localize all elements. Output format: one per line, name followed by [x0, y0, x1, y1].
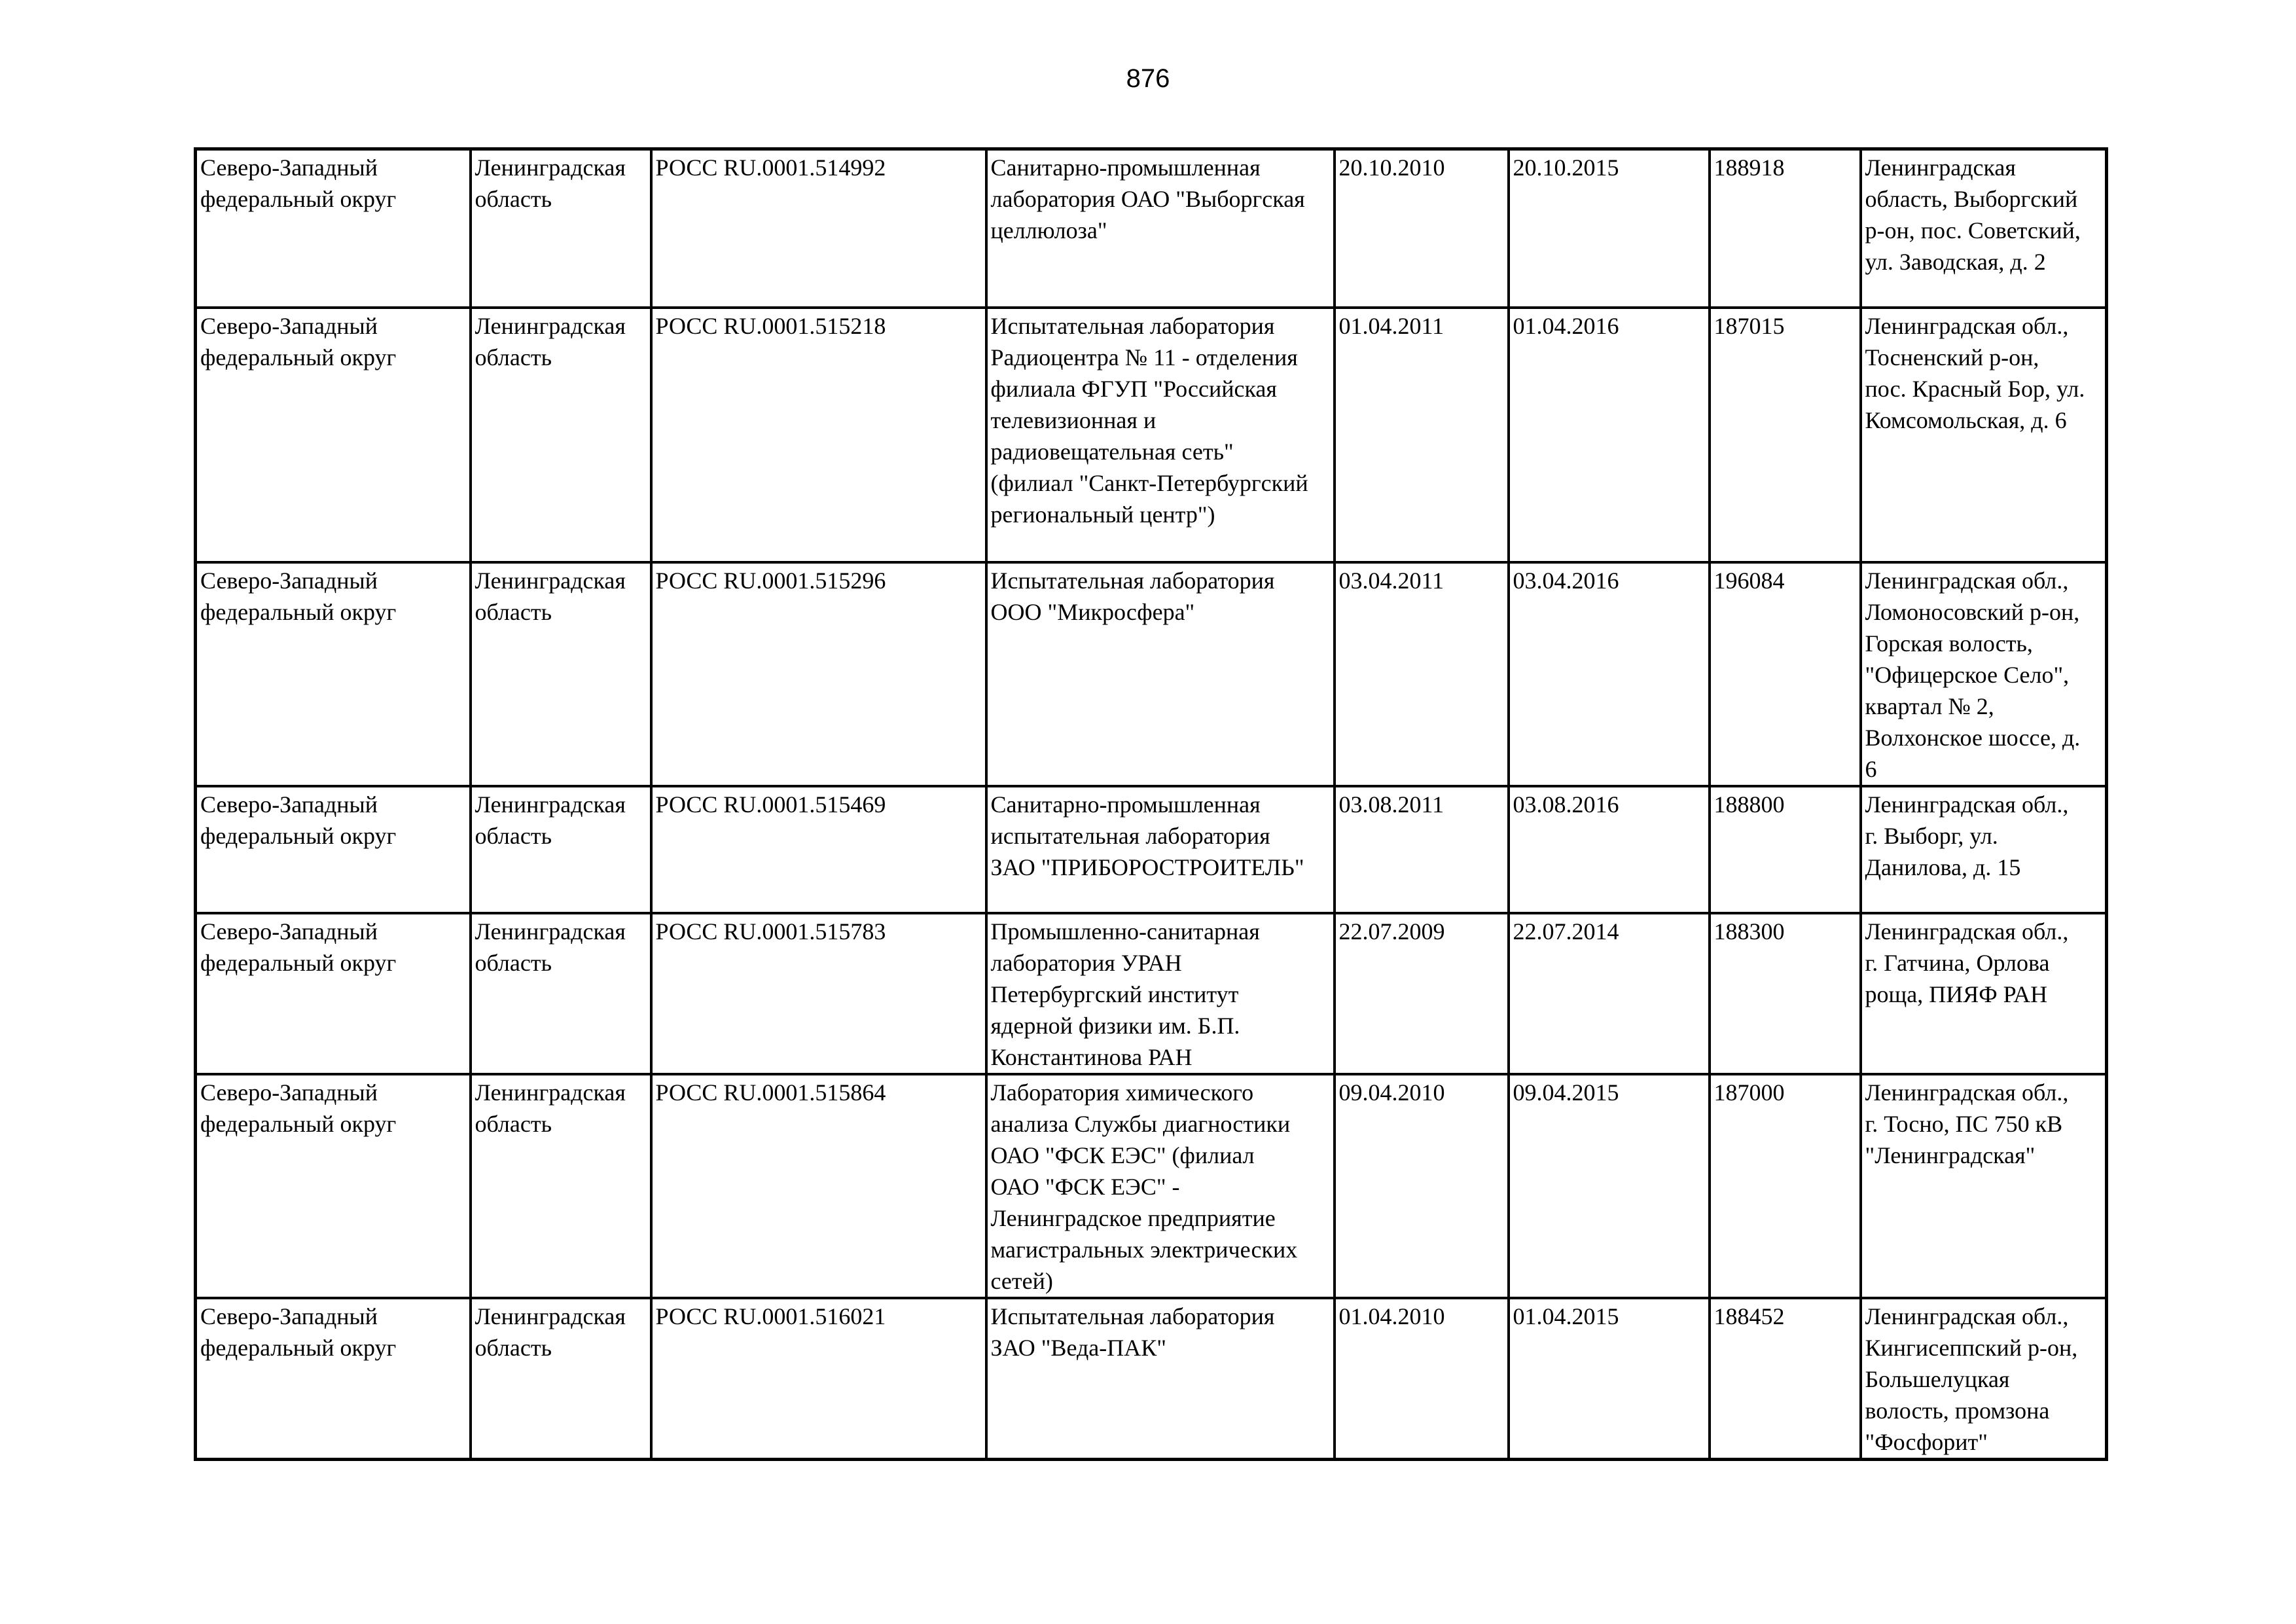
certificate-cell: РОСС RU.0001.515469: [651, 786, 986, 913]
date-from-cell: 03.08.2011: [1335, 786, 1509, 913]
district-cell: Северо-Западный федеральный округ: [196, 308, 471, 562]
certificate-cell: РОСС RU.0001.514992: [651, 149, 986, 308]
laboratory-cell: Испытательная лаборатория ООО "Микросфера": [986, 562, 1335, 786]
date-to-cell: 01.04.2016: [1509, 308, 1710, 562]
table-row: [196, 786, 2107, 913]
laboratory-registry-table: [194, 147, 2108, 1461]
address-cell: Ленинградская обл., Кингисеппский р-он, Большелуцкая волость, промзона "Фосфорит": [1861, 1298, 2107, 1460]
address-cell: Ленинградская обл., Ломоносовский р-он, Горская волость, "Офицерское Село", квартал № 2, Волхонское шоссе, д. 6: [1861, 562, 2107, 786]
region-cell: Ленинградская область: [471, 1298, 651, 1460]
laboratory-cell: Испытательная лаборатория Радиоцентра № 11 - отделения филиала ФГУП "Российская телевизионная и радиовещательная сеть" (филиал "Санкт-Петербургский региональный центр"): [986, 308, 1335, 562]
date-from-cell: 03.04.2011: [1335, 562, 1509, 786]
certificate-cell: РОСС RU.0001.515864: [651, 1074, 986, 1298]
district-cell: Северо-Западный федеральный округ: [196, 1298, 471, 1460]
postcode-cell: 196084: [1710, 562, 1861, 786]
certificate-cell: РОСС RU.0001.516021: [651, 1298, 986, 1460]
laboratory-cell: Лаборатория химического анализа Службы диагностики ОАО "ФСК ЕЭС" (филиал ОАО "ФСК ЕЭС" - Ленинградское предприятие магистральных электрических сетей): [986, 1074, 1335, 1298]
region-cell: Ленинградская область: [471, 562, 651, 786]
date-to-cell: 01.04.2015: [1509, 1298, 1710, 1460]
address-cell: Ленинградская область, Выборгский р-он, пос. Советский, ул. Заводская, д. 2: [1861, 149, 2107, 308]
region-cell: Ленинградская область: [471, 308, 651, 562]
date-to-cell: 22.07.2014: [1509, 913, 1710, 1074]
date-from-cell: 20.10.2010: [1335, 149, 1509, 308]
postcode-cell: 188452: [1710, 1298, 1861, 1460]
date-from-cell: 09.04.2010: [1335, 1074, 1509, 1298]
date-to-cell: 20.10.2015: [1509, 149, 1710, 308]
table-row: [196, 562, 2107, 786]
district-cell: Северо-Западный федеральный округ: [196, 562, 471, 786]
certificate-cell: РОСС RU.0001.515783: [651, 913, 986, 1074]
date-to-cell: 03.08.2016: [1509, 786, 1710, 913]
table-row: [196, 1298, 2107, 1460]
date-from-cell: 22.07.2009: [1335, 913, 1509, 1074]
date-from-cell: 01.04.2010: [1335, 1298, 1509, 1460]
certificate-cell: РОСС RU.0001.515218: [651, 308, 986, 562]
postcode-cell: 187015: [1710, 308, 1861, 562]
laboratory-cell: Промышленно-санитарная лаборатория УРАН Петербургский институт ядерной физики им. Б.П. Константинова РАН: [986, 913, 1335, 1074]
date-from-cell: 01.04.2011: [1335, 308, 1509, 562]
laboratory-cell: Испытательная лаборатория ЗАО "Веда-ПАК": [986, 1298, 1335, 1460]
region-cell: Ленинградская область: [471, 149, 651, 308]
date-to-cell: 03.04.2016: [1509, 562, 1710, 786]
date-to-cell: 09.04.2015: [1509, 1074, 1710, 1298]
district-cell: Северо-Западный федеральный округ: [196, 913, 471, 1074]
table-row: [196, 149, 2107, 308]
certificate-cell: РОСС RU.0001.515296: [651, 562, 986, 786]
address-cell: Ленинградская обл., г. Тосно, ПС 750 кВ "Ленинградская": [1861, 1074, 2107, 1298]
district-cell: Северо-Западный федеральный округ: [196, 149, 471, 308]
postcode-cell: 188800: [1710, 786, 1861, 913]
region-cell: Ленинградская область: [471, 913, 651, 1074]
region-cell: Ленинградская область: [471, 786, 651, 913]
table-row: [196, 913, 2107, 1074]
postcode-cell: 187000: [1710, 1074, 1861, 1298]
table-row: [196, 308, 2107, 562]
address-cell: Ленинградская обл., г. Выборг, ул. Данилова, д. 15: [1861, 786, 2107, 913]
address-cell: Ленинградская обл., Тосненский р-он, пос. Красный Бор, ул. Комсомольская, д. 6: [1861, 308, 2107, 562]
table-row: [196, 1074, 2107, 1298]
address-cell: Ленинградская обл., г. Гатчина, Орлова роща, ПИЯФ РАН: [1861, 913, 2107, 1074]
page-number: 876: [1126, 64, 1170, 93]
postcode-cell: 188300: [1710, 913, 1861, 1074]
region-cell: Ленинградская область: [471, 1074, 651, 1298]
district-cell: Северо-Западный федеральный округ: [196, 786, 471, 913]
laboratory-cell: Санитарно-промышленная испытательная лаборатория ЗАО "ПРИБОРОСТРОИТЕЛЬ": [986, 786, 1335, 913]
postcode-cell: 188918: [1710, 149, 1861, 308]
laboratory-cell: Санитарно-промышленная лаборатория ОАО "Выборгская целлюлоза": [986, 149, 1335, 308]
district-cell: Северо-Западный федеральный округ: [196, 1074, 471, 1298]
